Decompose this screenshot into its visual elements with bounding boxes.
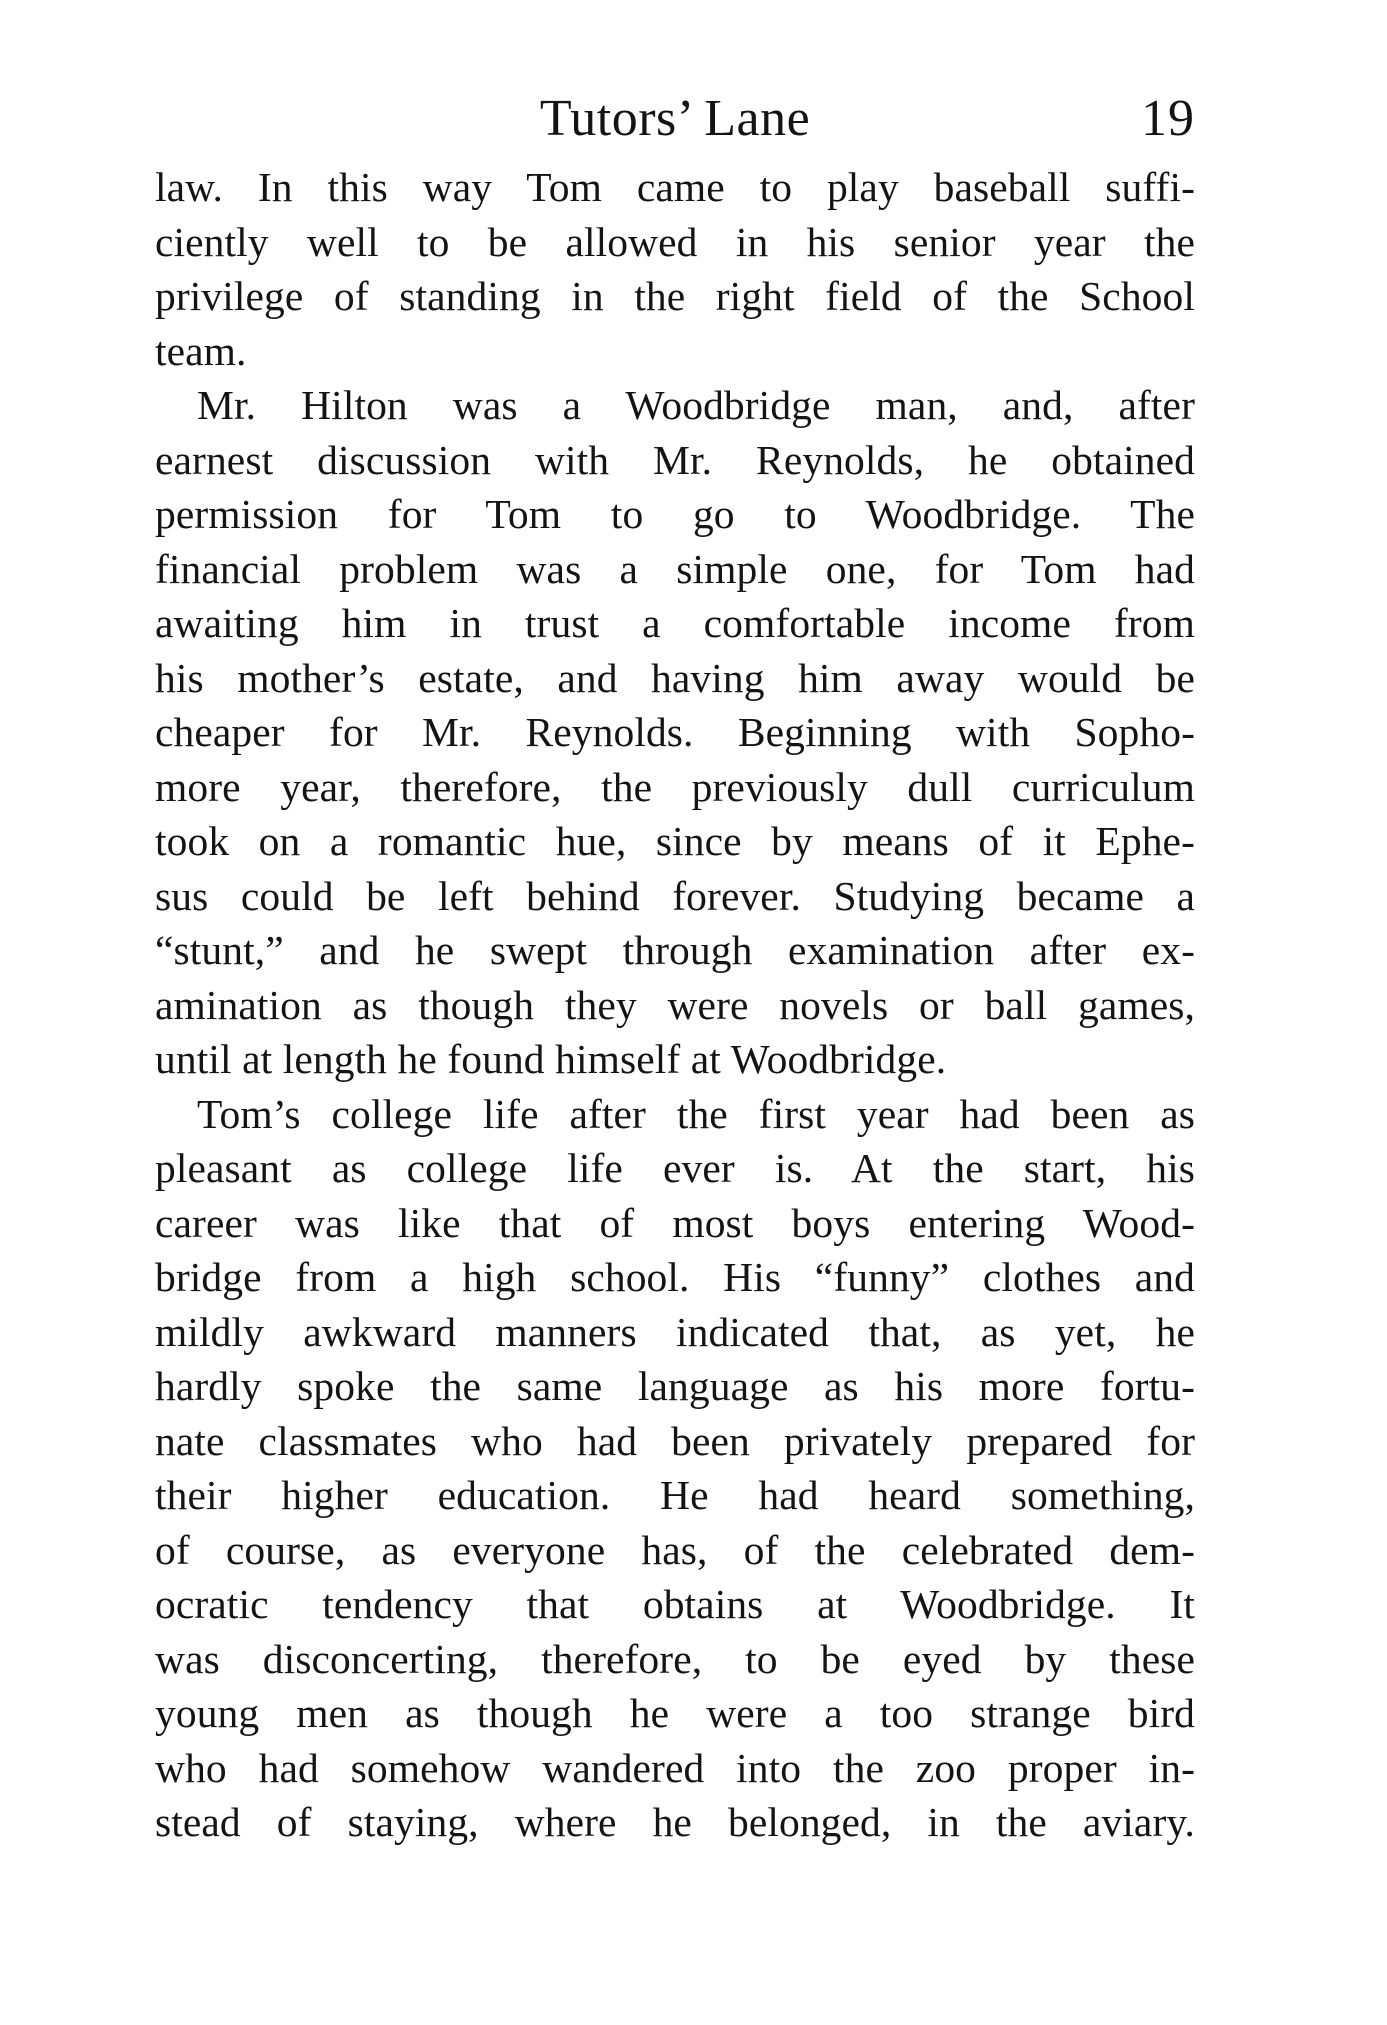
text-line: Tom’s college life after the first year had been as [197,1090,1195,1137]
text-line: mildly awkward manners indicated that, as yet, he [155,1308,1195,1355]
text-line: Mr. Hilton was a Woodbridge man, and, after [197,382,1195,428]
text-line: career was like that of most boys entering Wood- [155,1199,1195,1246]
text-line: their higher education. He had heard something, [155,1472,1195,1518]
text-line: pleasant as college life ever is. At the start, his [155,1145,1195,1191]
text-line: stead of staying, where he belonged, in the aviary. [155,1799,1195,1845]
page-number: 19 [1141,90,1195,147]
text-line: awaiting him in trust a comfortable income from [155,600,1195,646]
paragraph-1 [155,160,1195,378]
text-line: permission for Tom to go to Woodbridge. The [155,491,1195,537]
text-line: amination as though they were novels or ball games, [155,981,1195,1028]
text-line: earnest discussion with Mr. Reynolds, he obtained [155,436,1195,483]
text-line: took on a romantic hue, since by means of it Ephe- [155,818,1195,864]
text-line: who had somehow wandered into the zoo proper in- [155,1744,1195,1791]
text-line: hardly spoke the same language as his more fortu- [155,1363,1195,1409]
text-line: of course, as everyone has, of the celebrated dem- [155,1526,1195,1573]
text-line: was disconcerting, therefore, to be eyed by these [155,1635,1195,1682]
text-line: ciently well to be allowed in his senior year the [155,218,1195,265]
running-title: Tutors’ Lane [539,90,811,147]
text-line: financial problem was a simple one, for Tom had [155,545,1195,592]
text-line: team. [155,327,247,374]
paragraph-3 [155,1087,1195,1850]
body-text [155,160,1195,1850]
text-line: sus could be left behind forever. Studying became a [155,872,1195,919]
text-line: bridge from a high school. His “funny” clothes and [155,1254,1195,1300]
text-line: ocratic tendency that obtains at Woodbridge. It [155,1581,1195,1627]
text-line: his mother’s estate, and having him away would be [155,654,1195,701]
running-head [155,84,1195,154]
text-line: “stunt,” and he swept through examination after ex- [155,927,1195,973]
text-line: privilege of standing in the right field of the School [155,273,1195,319]
text-line: cheaper for Mr. Reynolds. Beginning with Sopho- [155,709,1195,755]
text-line: until at length he found himself at Woodbridge. [155,1036,947,1082]
text-line: young men as though he were a too strange bird [155,1690,1195,1736]
text-line: more year, therefore, the previously dull curriculum [155,763,1195,810]
text-line: law. In this way Tom came to play baseball suffi- [155,164,1195,210]
paragraph-2 [155,378,1195,1087]
text-line: nate classmates who had been privately prepared for [155,1417,1195,1464]
